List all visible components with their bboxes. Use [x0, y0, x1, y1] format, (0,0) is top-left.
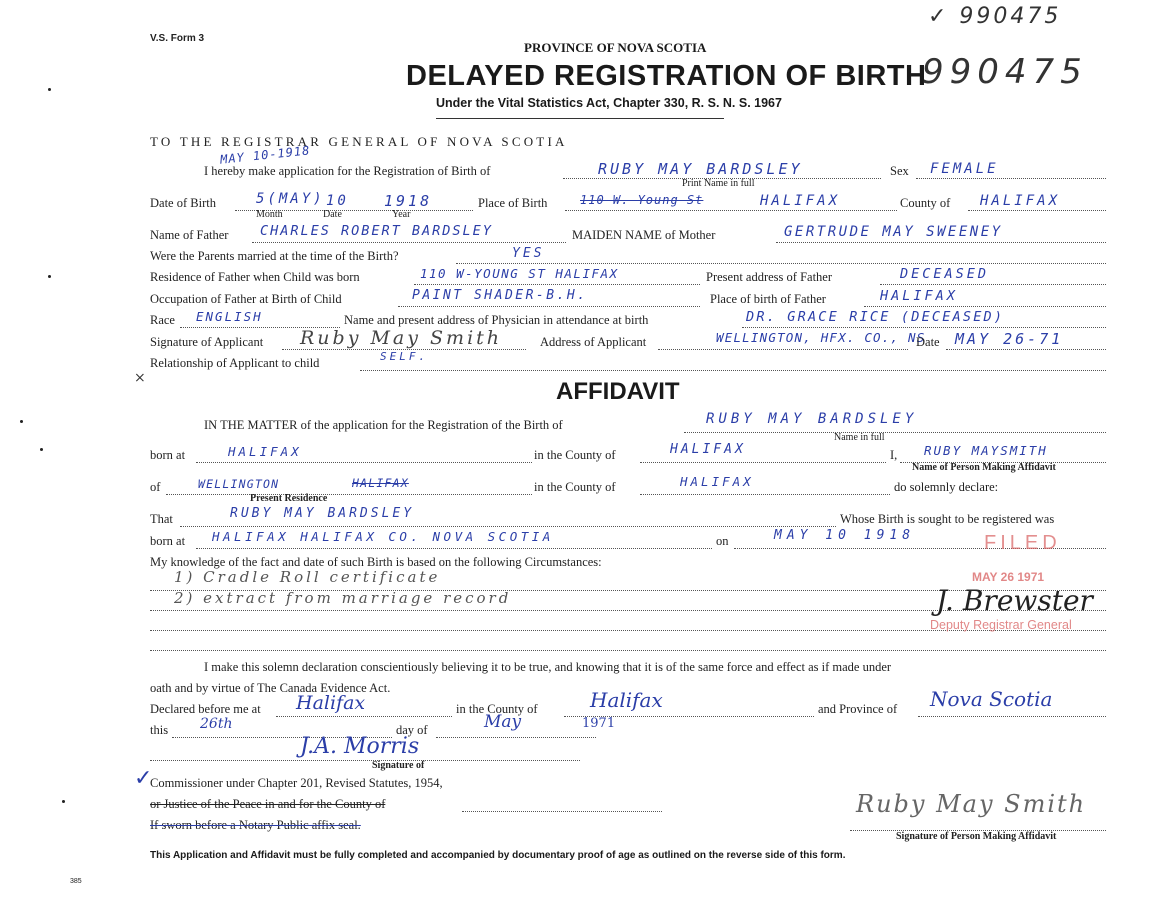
residence-label: Residence of Father when Child was born: [150, 270, 360, 284]
physician-label: Name and present address of Physician in attendance at birth: [344, 313, 649, 327]
on-label: on: [716, 534, 729, 548]
physician-value: DR. GRACE RICE (DECEASED): [746, 309, 1005, 325]
born-county-value: HALIFAX: [670, 442, 746, 457]
day-of-label: day of: [396, 723, 428, 737]
affiant-name-label: Name of Person Making Affidavit: [912, 462, 1056, 473]
year-value: 1971: [582, 716, 616, 731]
knowledge-label: My knowledge of the fact and date of such Birth is based on the following Circumstances:: [150, 555, 602, 569]
margin-dot: [48, 88, 51, 91]
province-heading: PROVINCE OF NOVA SCOTIA: [524, 40, 707, 55]
declared-county-label: in the County of: [456, 702, 538, 716]
relationship-label: Relationship of Applicant to child: [150, 356, 320, 370]
present-residence-label: Present Residence: [250, 493, 328, 504]
married-value: YES: [512, 246, 545, 261]
father-label: Name of Father: [150, 228, 229, 242]
that-value: RUBY MAY BARDSLEY: [230, 506, 415, 521]
deputy-registrar-label: Deputy Registrar General: [930, 618, 1072, 632]
res-county-value: HALIFAX: [680, 474, 754, 489]
residence-of-struck: HALIFAX: [352, 476, 409, 490]
married-label: Were the Parents married at the time of the Birth?: [150, 249, 399, 263]
mother-name: GERTRUDE MAY SWEENEY: [784, 224, 1003, 240]
affiant-signature-label: Signature of Person Making Affidavit: [896, 831, 1057, 842]
signature-label: Signature of Applicant: [150, 335, 264, 349]
mother-label: MAIDEN NAME of Mother: [572, 228, 716, 242]
top-note: MAY 10-1918: [219, 143, 311, 167]
date-value: MAY 26-71: [955, 330, 1064, 348]
declared-at-value: Halifax: [296, 692, 366, 714]
registrar-address-line: TO THE REGISTRAR GENERAL OF NOVA SCOTIA: [150, 134, 568, 149]
affidavit-child-name: RUBY MAY BARDSLEY: [706, 411, 918, 427]
pob-struck: 110 W. Young St: [580, 193, 704, 207]
whose-birth-label: Whose Birth is sought to be registered was: [840, 512, 1055, 526]
margin-dot: [20, 420, 23, 423]
dob-month: 5(MAY): [256, 191, 325, 207]
print-name-label: Print Name in full: [682, 178, 755, 189]
affiant-signature: Ruby May Smith: [856, 790, 1087, 818]
of-label: of: [150, 480, 161, 494]
footer-instruction: This Application and Affidavit must be fully completed and accompanied by documentary proof of age as outlined on the reverse side of this form.: [150, 850, 846, 861]
sex-value: FEMALE: [930, 161, 999, 177]
residence-of-value: WELLINGTON: [198, 477, 280, 491]
address-label: Address of Applicant: [540, 335, 647, 349]
year-label: Year: [392, 209, 411, 220]
residence-value: 110 W-YOUNG ST HALIFAX: [420, 266, 619, 281]
solemn-declaration-line1: I make this solemn declaration conscientiously believing it to be true, and knowing that it is of the same force and effect as if made under: [204, 660, 892, 674]
check-mark: ✓: [134, 766, 153, 791]
dob-day: 10: [326, 193, 349, 209]
pob-value: HALIFAX: [760, 193, 841, 209]
present-address-value: DECEASED: [900, 266, 990, 282]
declared-county-value: Halifax: [590, 688, 663, 712]
born-at2-label: born at: [150, 534, 186, 548]
day-value: 26th: [200, 716, 233, 732]
declare-label: do solemnly declare:: [894, 480, 999, 494]
margin-dot: [40, 448, 43, 451]
pob-label: Place of Birth: [478, 196, 548, 210]
justice-label: or Justice of the Peace in and for the County of: [150, 797, 386, 811]
father-pob-value: HALIFAX: [880, 288, 958, 304]
child-name: RUBY MAY BARDSLEY: [598, 160, 803, 178]
applicant-signature: Ruby May Smith: [300, 327, 503, 349]
this-label: this: [150, 723, 169, 737]
father-name: CHARLES ROBERT BARDSLEY: [260, 223, 493, 239]
month-value: May: [484, 712, 522, 732]
registration-number: 990475: [922, 52, 1088, 92]
occupation-label: Occupation of Father at Birth of Child: [150, 292, 342, 306]
res-county-label: in the County of: [534, 480, 616, 494]
stamp-date: MAY 26 1971: [972, 570, 1045, 584]
address-value: WELLINGTON, HFX. CO., NS: [716, 330, 926, 345]
father-pob-label: Place of birth of Father: [710, 292, 826, 306]
margin-dot: [62, 800, 65, 803]
race-value: ENGLISH: [196, 309, 263, 324]
solemn-declaration-line2: oath and by virtue of The Canada Evidence Act.: [150, 681, 391, 695]
county-value: HALIFAX: [980, 193, 1061, 209]
declared-at-label: Declared before me at: [150, 702, 261, 716]
form-code: 385: [70, 878, 82, 885]
filed-stamp: FILED: [984, 532, 1061, 554]
county-label: County of: [900, 196, 951, 210]
occupation-value: PAINT SHADER-B.H.: [412, 288, 588, 303]
born-at2-value: HALIFAX HALIFAX CO. NOVA SCOTIA: [212, 529, 554, 544]
notary-label: If sworn before a Notary Public affix seal.: [150, 818, 361, 832]
margin-dot: [48, 275, 51, 278]
name-in-full-label: Name in full: [834, 432, 885, 443]
signature-of-label: Signature of: [372, 760, 425, 771]
born-county-label: in the County of: [534, 448, 616, 462]
circumstance-2: 2) extract from marriage record: [174, 589, 512, 607]
present-address-label: Present address of Father: [706, 270, 833, 284]
date-label: Date: [916, 335, 940, 349]
born-at-label: born at: [150, 448, 186, 462]
title-underline: [436, 118, 724, 119]
affiant-name: RUBY MAYSMITH: [924, 443, 1048, 458]
commissioner-signature: J.A. Morris: [300, 734, 420, 759]
province-value: Nova Scotia: [930, 687, 1053, 711]
province-label: and Province of: [818, 702, 898, 716]
race-label: Race: [150, 313, 175, 327]
application-intro: I hereby make application for the Registration of Birth of: [204, 164, 491, 178]
on-value: MAY 10 1918: [774, 528, 916, 543]
i-label: I,: [890, 448, 898, 462]
registrar-signature: J. Brewster: [936, 584, 1093, 617]
form-title: DELAYED REGISTRATION OF BIRTH: [406, 60, 927, 92]
affidavit-intro: IN THE MATTER of the application for the Registration of the Birth of: [204, 418, 563, 432]
form-subtitle: Under the Vital Statistics Act, Chapter 330, R. S. N. S. 1967: [436, 96, 782, 110]
dob-year: 1918: [384, 192, 433, 210]
that-label: That: [150, 512, 173, 526]
dob-label: Date of Birth: [150, 196, 216, 210]
born-at-value: HALIFAX: [228, 444, 302, 459]
commissioner-label: Commissioner under Chapter 201, Revised Statutes, 1954,: [150, 776, 443, 790]
form-number: V.S. Form 3: [150, 33, 205, 44]
date-label-small: Date: [323, 209, 342, 220]
sex-label: Sex: [890, 164, 909, 178]
x-mark: ×: [134, 370, 146, 386]
month-label: Month: [256, 209, 283, 220]
affidavit-heading: AFFIDAVIT: [556, 378, 680, 405]
circumstance-1: 1) Cradle Roll certificate: [174, 568, 441, 586]
relationship-value: SELF.: [380, 350, 429, 363]
registration-number-small: ✓ 990475: [928, 4, 1062, 29]
